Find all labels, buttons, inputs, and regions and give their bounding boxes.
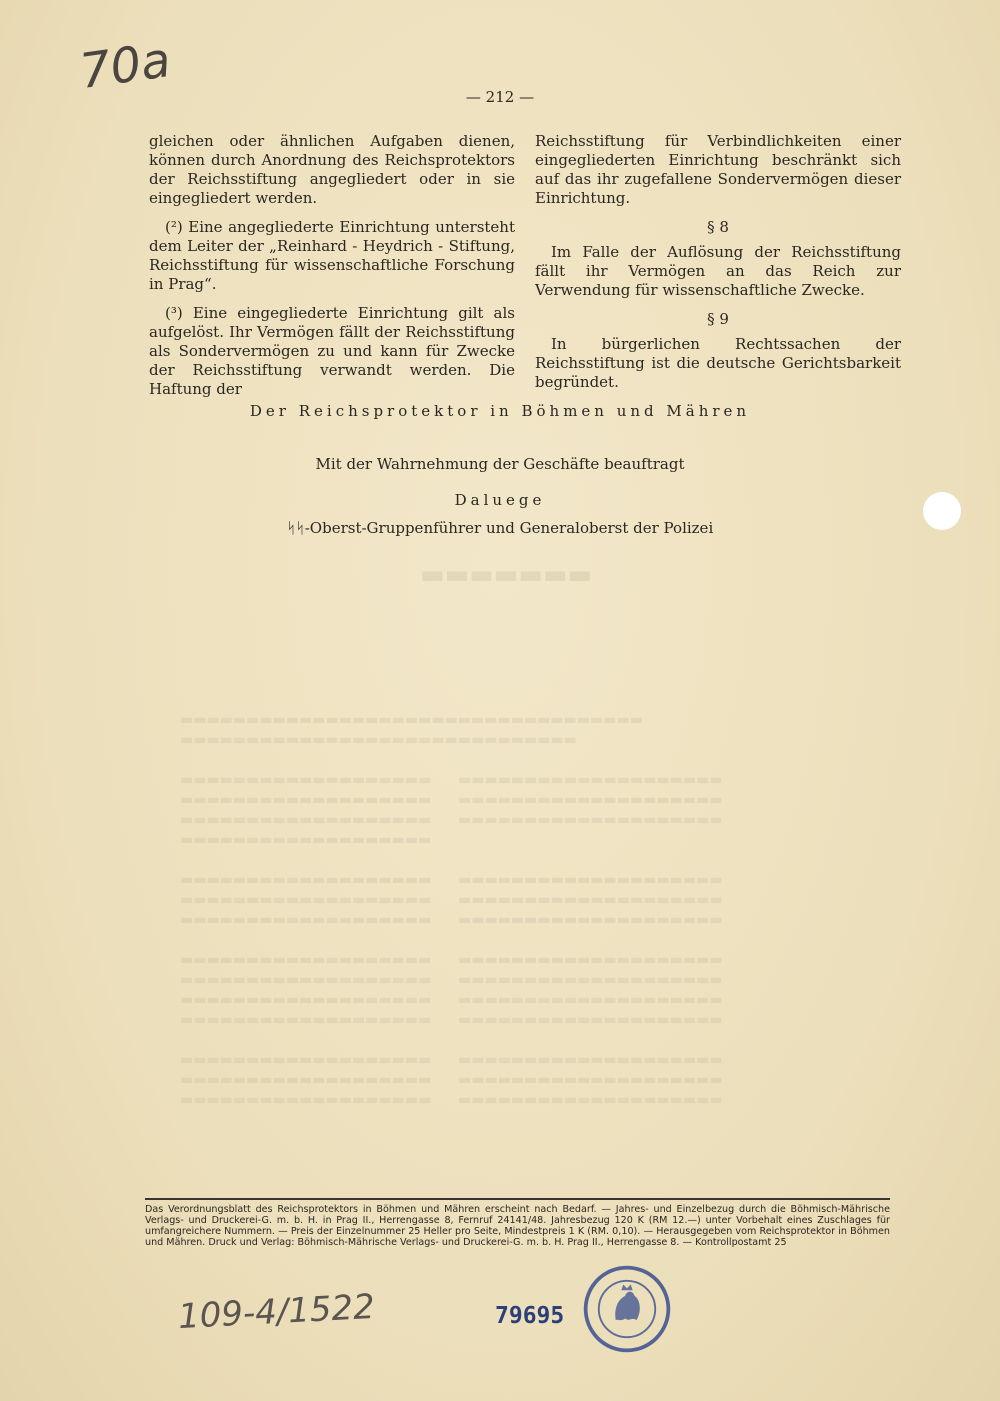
signature-mandate: Mit der Wahrnehmung der Geschäfte beauftragt xyxy=(315,455,685,473)
stamped-archive-number: 79695 xyxy=(495,1303,565,1329)
show-through-body-texture: ▬▬▬▬▬▬▬▬▬▬▬▬▬▬▬▬▬▬▬▬▬▬▬▬▬▬▬▬▬▬▬▬▬▬▬ ▬▬▬▬▬▬▬▬▬▬▬▬▬▬▬▬▬▬▬▬▬▬▬▬▬▬▬▬▬▬ ▬▬▬▬▬▬▬▬▬▬▬▬▬▬▬▬▬▬▬ ▬▬▬▬▬▬▬▬▬▬▬▬▬▬▬▬▬▬▬▬ ▬▬▬▬▬▬▬▬▬▬▬▬▬▬▬▬▬▬▬ ▬▬▬▬▬▬▬▬▬▬▬▬▬▬▬▬▬▬▬▬ ▬▬▬▬▬▬▬▬▬▬▬▬▬▬▬▬▬▬▬ ▬▬▬▬▬▬▬▬▬▬▬▬▬▬▬▬▬▬▬▬ ▬▬▬▬▬▬▬▬▬▬▬▬▬▬▬▬▬▬▬ ▬▬▬▬▬▬▬▬▬▬▬▬▬▬▬▬▬▬▬ ▬▬▬▬▬▬▬▬▬▬▬▬▬▬▬▬▬▬▬▬ ▬▬▬▬▬▬▬▬▬▬▬▬▬▬▬▬▬▬▬ ▬▬▬▬▬▬▬▬▬▬▬▬▬▬▬▬▬▬▬▬ ▬▬▬▬▬▬▬▬▬▬▬▬▬▬▬▬▬▬▬ ▬▬▬▬▬▬▬▬▬▬▬▬▬▬▬▬▬▬▬▬ ▬▬▬▬▬▬▬▬▬▬▬▬▬▬▬▬▬▬▬ ▬▬▬▬▬▬▬▬▬▬▬▬▬▬▬▬▬▬▬▬ ▬▬▬▬▬▬▬▬▬▬▬▬▬▬▬▬▬▬▬ ▬▬▬▬▬▬▬▬▬▬▬▬▬▬▬▬▬▬▬▬ ▬▬▬▬▬▬▬▬▬▬▬▬▬▬▬▬▬▬▬ ▬▬▬▬▬▬▬▬▬▬▬▬▬▬▬▬▬▬▬▬ ▬▬▬▬▬▬▬▬▬▬▬▬▬▬▬▬▬▬▬ ▬▬▬▬▬▬▬▬▬▬▬▬▬▬▬▬▬▬▬▬ ▬▬▬▬▬▬▬▬▬▬▬▬▬▬▬▬▬▬▬ ▬▬▬▬▬▬▬▬▬▬▬▬▬▬▬▬▬▬▬▬ ▬▬▬▬▬▬▬▬▬▬▬▬▬▬▬▬▬▬▬ ▬▬▬▬▬▬▬▬▬▬▬▬▬▬▬▬▬▬▬▬ ▬▬▬▬▬▬▬▬▬▬▬▬▬▬▬▬▬▬▬ ▬▬▬▬▬▬▬▬▬▬▬▬▬▬▬▬▬▬▬▬ xyxy=(180,712,723,1108)
left-paragraph-3: (³) Eine eingegliederte Einrichtung gilt als aufgelöst. Ihr Vermögen fällt der Reichsstiftung als Sondervermögen zu und kann für Zwecke der Reichsstiftung verwandt werden. Die Haftung der xyxy=(149,304,515,398)
section-8-heading: § 8 xyxy=(707,218,729,236)
handwritten-page-note: 70a xyxy=(76,31,174,101)
signature-title: ᛋᛋ-Oberst-Gruppenführer und Generaloberst der Polizei xyxy=(286,519,714,537)
section-9-heading: § 9 xyxy=(707,310,729,328)
handwritten-archive-note: 109-4/1522 xyxy=(177,1286,376,1338)
signature-authority: Der Reichsprotektor in Böhmen und Mähren xyxy=(249,402,751,420)
section-9-text: In bürgerlichen Rechtssachen der Reichsstiftung ist die deutsche Gerichtsbarkeit begründet. xyxy=(535,335,901,391)
publication-footer: Das Verordnungsblatt des Reichsprotektors in Böhmen und Mähren erscheint nach Bedarf. — Jahres- und Einzelbezug durch die Böhmisch-Mährische Verlags- und Druckerei-G. m. b. H. in Prag II., Herrengasse 8, Fernruf 24141/48. Jahresbezug 120 K (RM 12.—) unter Vorbehalt eines Zuschlages für umfangreichere Nummern. — Preis der Einzelnummer 25 Heller pro Seite, Mindestpreis 1 K (RM. 0,10). — Herausgegeben vom Reichsprotektor in Böhmen und Mähren. Druck und Verlag: Böhmisch-Mährische Verlags- und Druckerei-G. m. b. H. Prag II., Herrengasse 8. — Kontrollpostamt 25 xyxy=(145,1204,890,1248)
left-paragraph-1: gleichen oder ähnlichen Aufgaben dienen, können durch Anordnung des Reichsprotektors der Reichsstiftung angegliedert oder in sie eingegliedert werden. xyxy=(149,132,515,207)
section-8-text: Im Falle der Auflösung der Reichsstiftung fällt ihr Vermögen an das Reich zur Verwendung für wissenschaftliche Zwecke. xyxy=(535,243,901,299)
left-paragraph-2: (²) Eine angegliederte Einrichtung untersteht dem Leiter der „Reinhard - Heydrich - Stiftung, Reichsstiftung für wissenschaftliche Forschung in Prag“. xyxy=(149,218,515,293)
left-column xyxy=(149,132,515,409)
right-paragraph-1: Reichsstiftung für Verbindlichkeiten einer eingegliederten Einrichtung beschränkt sich auf das ihr zugefallene Sondervermögen dieser Einrichtung. xyxy=(535,132,901,207)
footer-rule xyxy=(145,1198,890,1200)
right-column xyxy=(535,132,901,402)
show-through-title-texture: ▬▬▬▬▬▬▬ xyxy=(420,560,592,590)
punch-hole xyxy=(923,492,961,530)
ministry-seal-icon xyxy=(580,1262,674,1356)
signature-name: Daluege xyxy=(454,491,546,509)
page-number: — 212 — xyxy=(465,88,535,106)
